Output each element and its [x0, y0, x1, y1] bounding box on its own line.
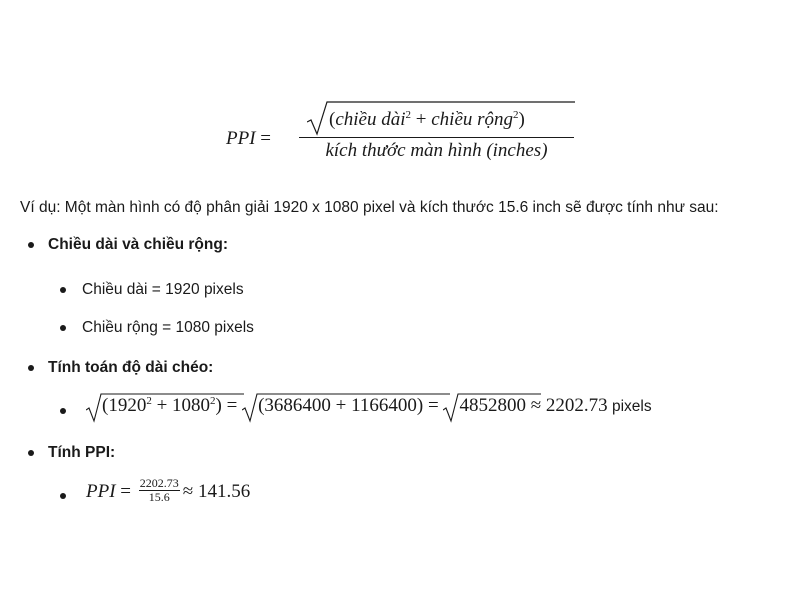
formula-length: chiều dài: [335, 109, 406, 130]
sqrt-symbol-icon: [443, 393, 543, 423]
formula-lhs: [226, 128, 271, 150]
bullet-icon: [28, 242, 34, 248]
diagonal-formula: $(1920^2 + 1080^2)$ = (3686400 + 1166400) = 4852800 ≈ 2202.73 pixels: [86, 395, 652, 429]
diagonal-radical-3: 4852800: [443, 395, 526, 417]
sqrt-symbol-icon: [242, 393, 452, 423]
ppi-calculation: PPI = $\frac{2202.73}{15.6}$ ≈ 141.56: [86, 476, 251, 504]
bullet-icon: [60, 287, 66, 293]
formula-numerator-content: (chiều dài$^2$ + chiều rộng$^2$): [329, 109, 525, 130]
ppi-formula: [226, 100, 586, 170]
formula-equals: =: [260, 128, 272, 149]
ppi-result-value: ≈ 141.56: [182, 480, 251, 502]
dimension-item-width: Chiều rộng = 1080 pixels: [82, 319, 254, 336]
diagonal-radical-2: (3686400 + 1166400): [242, 395, 423, 417]
step-title-diagonal: Tính toán độ dài chéo:: [48, 359, 214, 376]
bullet-icon: [60, 408, 66, 414]
fraction-bar: [299, 137, 574, 138]
formula-width: chiều rộng: [431, 109, 514, 130]
step-title-dimensions: Chiều dài và chiều rộng:: [48, 236, 228, 253]
ppi-fraction: $\frac{2202.73}{15.6}$: [139, 476, 179, 504]
bullet-icon: [28, 450, 34, 456]
formula-numerator: [299, 100, 574, 136]
formula-fraction: [299, 100, 574, 161]
step-title-ppi: Tính PPI:: [48, 444, 116, 461]
diagonal-radical-1: $(1920^2 + 1080^2)$: [86, 395, 222, 417]
formula-denominator: kích thước màn hình (inches): [325, 140, 548, 161]
bullet-icon: [60, 325, 66, 331]
bullet-icon: [60, 493, 66, 499]
bullet-icon: [28, 365, 34, 371]
dimension-item-length: Chiều dài = 1920 pixels: [82, 281, 244, 298]
sqrt-symbol-icon: [86, 393, 246, 423]
example-text: Ví dụ: Một màn hình có độ phân giải 1920 x 1080 pixel và kích thước 15.6 inch sẽ được tính như sau:: [20, 199, 719, 216]
formula-ppi-symbol: PPI: [226, 128, 256, 149]
